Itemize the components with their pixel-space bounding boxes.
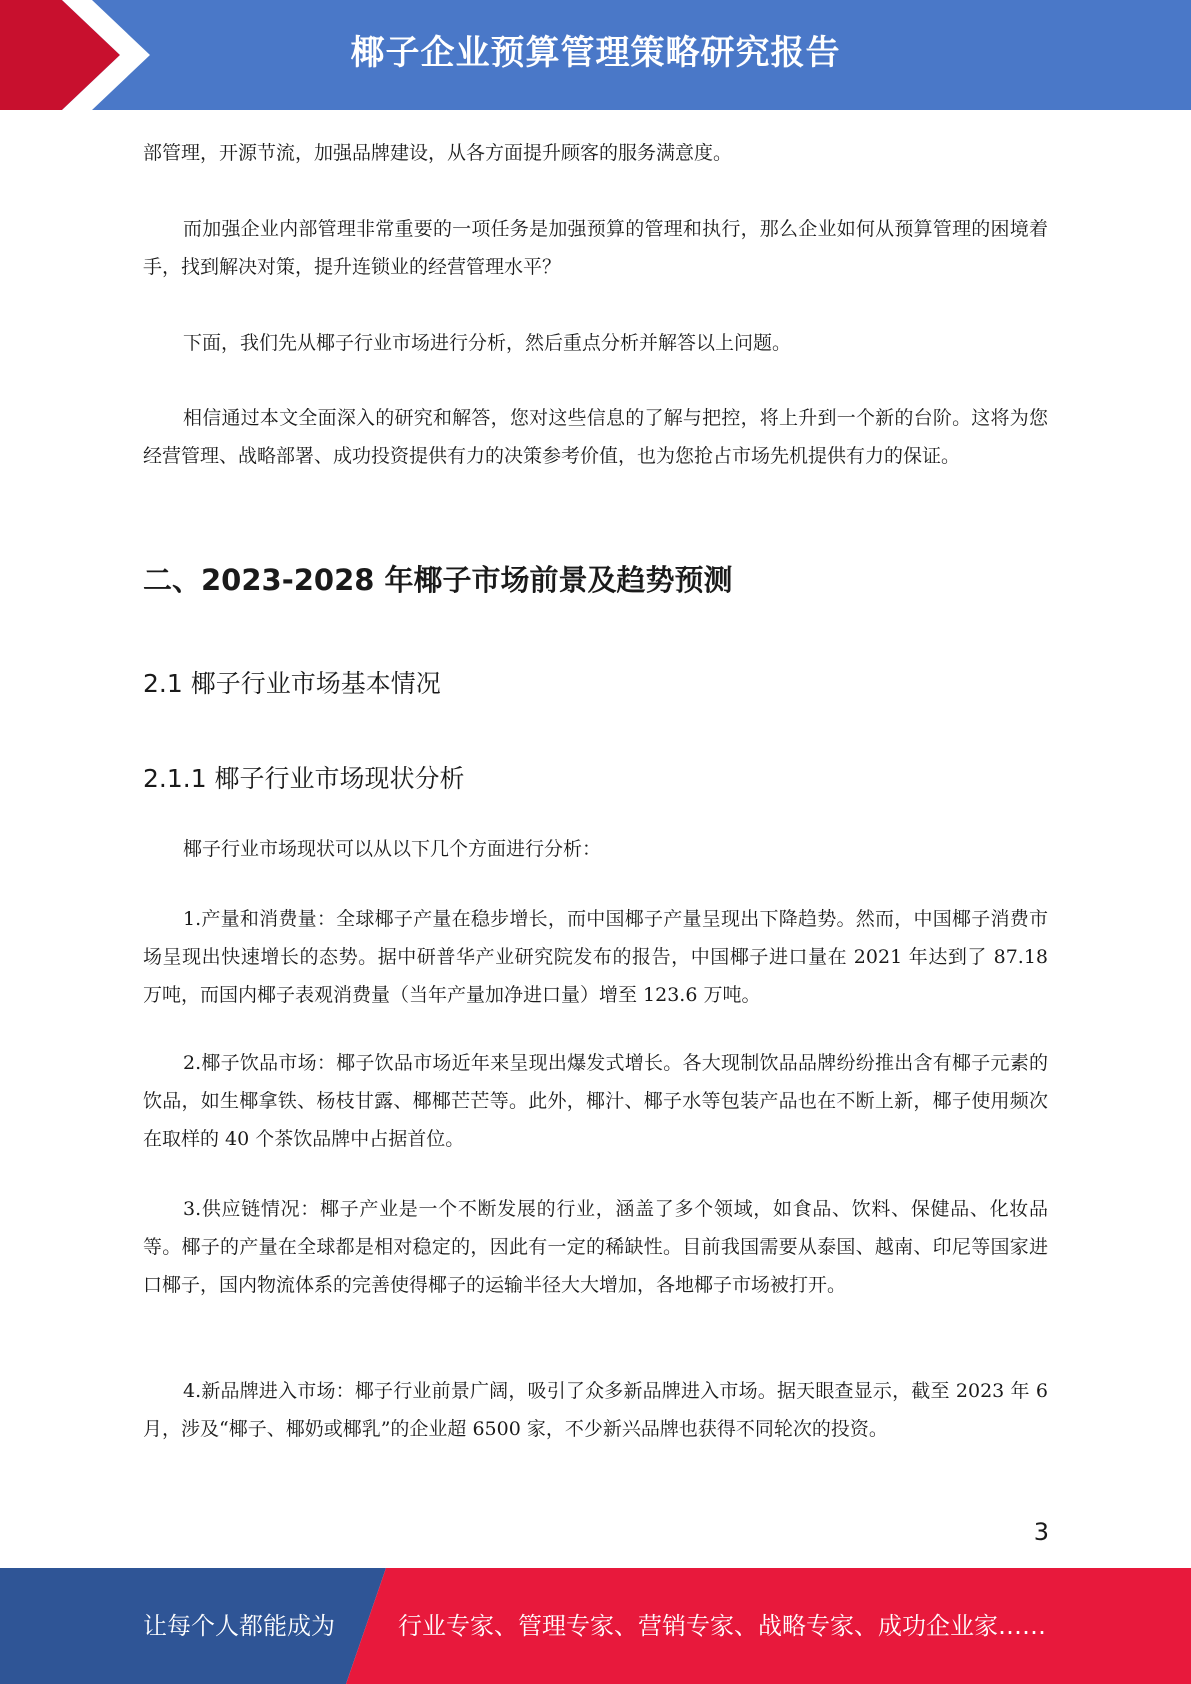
subsubsection-heading: 2.1.1 椰子行业市场现状分析 [143, 764, 465, 793]
analysis-point-3 [143, 1190, 1048, 1304]
paragraph-text: 部管理，开源节流，加强品牌建设，从各方面提升顾客的服务满意度。 [143, 142, 733, 164]
page-number: 3 [1033, 1518, 1049, 1546]
paragraph-text: 椰子行业市场现状可以从以下几个方面进行分析： [183, 838, 602, 860]
paragraph-text: 而加强企业内部管理非常重要的一项任务是加强预算的管理和执行，那么企业如何从预算管理的困境着手，找到解决对策，提升连锁业的经营管理水平？ [143, 218, 1048, 278]
analysis-point-2 [143, 1044, 1048, 1158]
intro-paragraph-1 [143, 134, 1048, 172]
page-header [0, 0, 1191, 110]
analysis-point-1 [143, 900, 1048, 1014]
intro-paragraph-3 [143, 324, 1048, 362]
report-title: 椰子企业预算管理策略研究报告 [350, 33, 841, 73]
paragraph-text: 下面，我们先从椰子行业市场进行分析，然后重点分析并解答以上问题。 [183, 332, 792, 354]
subsection-heading: 2.1 椰子行业市场基本情况 [143, 669, 441, 698]
paragraph-text: 相信通过本文全面深入的研究和解答，您对这些信息的了解与把控，将上升到一个新的台阶。这将为您经营管理、战略部署、成功投资提供有力的决策参考价值，也为您抢占市场先机提供有力的保证。 [143, 407, 1048, 467]
paragraph-text: 2.椰子饮品市场：椰子饮品市场近年来呈现出爆发式增长。各大现制饮品品牌纷纷推出含有椰子元素的饮品，如生椰拿铁、杨枝甘露、椰椰芒芒等。此外，椰汁、椰子水等包装产品也在不断上新，椰子使用频次在取样的 40 个茶饮品牌中占据首位。 [143, 1052, 1048, 1150]
page-footer [0, 1568, 1191, 1684]
paragraph-text: 1.产量和消费量：全球椰子产量在稳步增长，而中国椰子产量呈现出下降趋势。然而，中国椰子消费市场呈现出快速增长的态势。据中研普华产业研究院发布的报告，中国椰子进口量在 2021 年达到了 87.18 万吨，而国内椰子表观消费量（当年产量加净进口量）增至 123.6 万吨。 [143, 908, 1048, 1006]
intro-paragraph-2 [143, 210, 1048, 286]
analysis-point-4 [143, 1372, 1048, 1448]
section-heading: 二、2023-2028 年椰子市场前景及趋势预测 [143, 563, 733, 597]
footer-slogan-right: 行业专家、管理专家、营销专家、战略专家、成功企业家…… [398, 1612, 1046, 1640]
analysis-intro [143, 830, 1048, 868]
paragraph-text: 3.供应链情况：椰子产业是一个不断发展的行业，涵盖了多个领域，如食品、饮料、保健品、化妆品等。椰子的产量在全球都是相对稳定的，因此有一定的稀缺性。目前我国需要从泰国、越南、印尼等国家进口椰子，国内物流体系的完善使得椰子的运输半径大大增加，各地椰子市场被打开。 [143, 1198, 1048, 1296]
intro-paragraph-4 [143, 399, 1048, 475]
footer-slogan-left: 让每个人都能成为 [143, 1612, 335, 1640]
paragraph-text: 4.新品牌进入市场：椰子行业前景广阔，吸引了众多新品牌进入市场。据天眼查显示，截至 2023 年 6 月，涉及“椰子、椰奶或椰乳”的企业超 6500 家，不少新兴品牌也获得不同轮次的投资。 [143, 1380, 1048, 1440]
